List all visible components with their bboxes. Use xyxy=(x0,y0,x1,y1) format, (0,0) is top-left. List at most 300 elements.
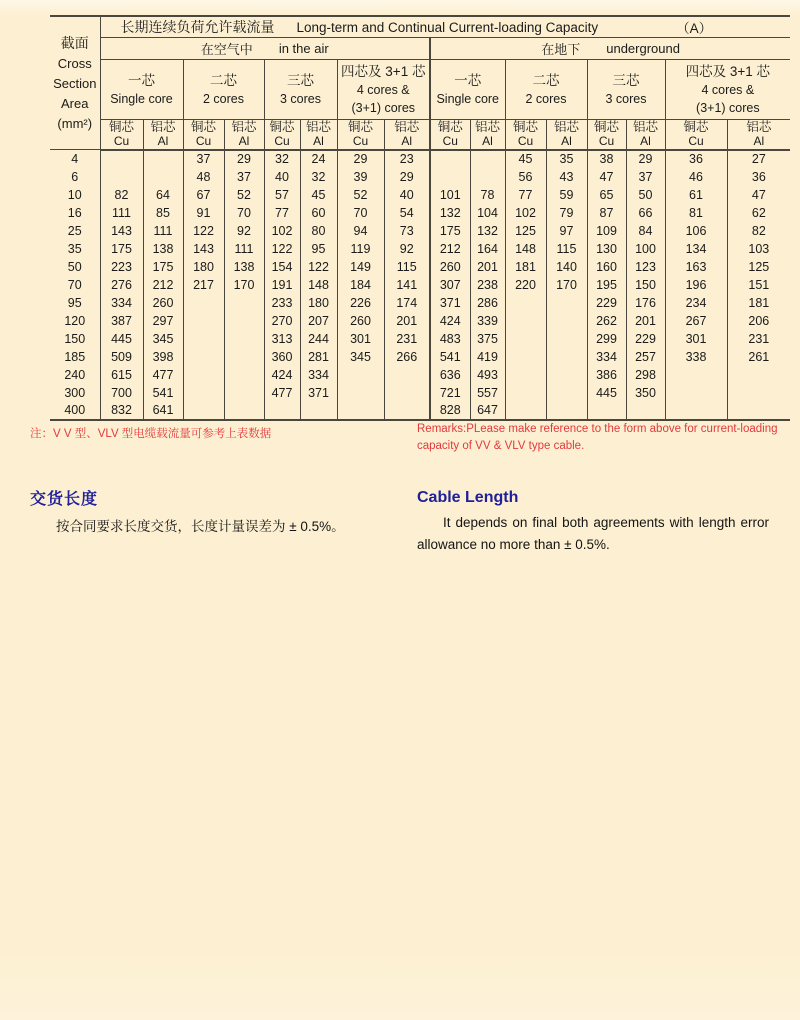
value-cell xyxy=(505,312,546,330)
core-group-header xyxy=(100,60,183,120)
value-cell xyxy=(505,294,546,312)
core-group-zh: 三芯 xyxy=(287,73,314,88)
core-group-header xyxy=(183,60,264,120)
env-label-en: in the air xyxy=(278,41,329,56)
value-cell: 102 xyxy=(264,222,300,240)
value-cell: 398 xyxy=(143,348,183,366)
value-cell: 130 xyxy=(587,240,626,258)
core-group-header xyxy=(430,60,505,120)
value-cell: 226 xyxy=(337,294,384,312)
corner-label-zh: 截面 xyxy=(60,34,89,51)
value-cell: 138 xyxy=(224,258,264,276)
material-header-cu xyxy=(665,120,727,150)
material-zh: 铜芯 xyxy=(512,120,538,135)
value-cell: 260 xyxy=(337,312,384,330)
value-cell: 163 xyxy=(665,258,727,276)
core-group-zh: 一芯 xyxy=(128,73,155,88)
area-cell: 150 xyxy=(64,331,86,346)
value-cell xyxy=(183,294,224,312)
value-cell: 81 xyxy=(665,204,727,222)
value-cell: 111 xyxy=(100,204,143,222)
value-cell: 32 xyxy=(264,150,300,168)
material-en: Cu xyxy=(442,134,458,149)
value-cell: 119 xyxy=(337,240,384,258)
current-capacity-table xyxy=(50,15,790,421)
value-cell: 170 xyxy=(546,276,587,294)
title-zh: 长期连续负荷允许载流量 xyxy=(120,19,275,35)
value-cell: 371 xyxy=(300,384,337,402)
value-cell xyxy=(337,366,384,384)
value-cell xyxy=(143,168,183,186)
value-cell: 257 xyxy=(626,348,665,366)
value-cell: 57 xyxy=(264,186,300,204)
material-en: Cu xyxy=(517,134,534,149)
value-cell: 196 xyxy=(665,276,727,294)
value-cell: 175 xyxy=(100,240,143,258)
value-cell: 201 xyxy=(626,312,665,330)
value-cell: 80 xyxy=(300,222,337,240)
value-cell: 122 xyxy=(183,222,224,240)
value-cell: 97 xyxy=(546,222,587,240)
material-header-cu xyxy=(587,120,626,150)
value-cell: 29 xyxy=(224,150,264,168)
value-cell: 151 xyxy=(727,276,790,294)
value-cell: 43 xyxy=(546,168,587,186)
note-en: Remarks:PLease make reference to the form above for current-loading capacity of VV & VLV type cable. xyxy=(417,423,778,452)
material-en: Cu xyxy=(195,134,212,149)
material-header-al xyxy=(143,120,183,150)
value-cell: 66 xyxy=(626,204,665,222)
value-cell: 56 xyxy=(505,168,546,186)
value-cell: 360 xyxy=(264,348,300,366)
core-group-header xyxy=(665,60,790,120)
value-cell: 339 xyxy=(470,312,505,330)
value-cell: 36 xyxy=(727,168,790,186)
value-cell: 260 xyxy=(430,258,470,276)
value-cell: 334 xyxy=(300,366,337,384)
value-cell: 828 xyxy=(430,402,470,420)
value-cell: 267 xyxy=(665,312,727,330)
value-cell: 483 xyxy=(430,330,470,348)
table-row xyxy=(50,186,790,204)
value-cell: 301 xyxy=(337,330,384,348)
core-group-en: 3 cores xyxy=(280,92,321,106)
value-cell: 191 xyxy=(264,276,300,294)
value-cell: 206 xyxy=(727,312,790,330)
value-cell xyxy=(546,294,587,312)
value-cell: 493 xyxy=(470,366,505,384)
value-cell: 270 xyxy=(264,312,300,330)
value-cell: 195 xyxy=(587,276,626,294)
value-cell: 134 xyxy=(665,240,727,258)
value-cell: 54 xyxy=(384,204,430,222)
table-row xyxy=(50,294,790,312)
table-row xyxy=(50,366,790,384)
table-row xyxy=(50,312,790,330)
value-cell: 181 xyxy=(727,294,790,312)
value-cell: 299 xyxy=(587,330,626,348)
value-cell xyxy=(665,384,727,402)
value-cell: 143 xyxy=(100,222,143,240)
material-en: Al xyxy=(238,134,250,149)
material-zh: 铝芯 xyxy=(632,120,658,135)
area-cell: 120 xyxy=(64,313,86,328)
material-header-al xyxy=(626,120,665,150)
note-zh: 注：V V 型、VLV 型电缆载流量可参考上表数据 xyxy=(30,428,272,440)
value-cell: 103 xyxy=(727,240,790,258)
value-cell xyxy=(384,384,430,402)
value-cell: 67 xyxy=(183,186,224,204)
value-cell: 184 xyxy=(337,276,384,294)
value-cell xyxy=(183,330,224,348)
value-cell: 111 xyxy=(224,240,264,258)
material-header-cu xyxy=(264,120,300,150)
value-cell xyxy=(505,384,546,402)
material-en: Al xyxy=(313,134,324,149)
value-cell: 77 xyxy=(264,204,300,222)
core-group-en: 2 cores xyxy=(525,92,567,106)
value-cell: 262 xyxy=(587,312,626,330)
value-cell: 40 xyxy=(264,168,300,186)
value-cell: 207 xyxy=(300,312,337,330)
value-cell xyxy=(505,402,546,420)
area-cell: 25 xyxy=(67,223,82,238)
value-cell xyxy=(183,366,224,384)
value-cell xyxy=(505,366,546,384)
value-cell: 36 xyxy=(665,150,727,168)
value-cell: 35 xyxy=(546,150,587,168)
value-cell: 176 xyxy=(626,294,665,312)
corner-label-en: Area xyxy=(61,95,89,111)
value-cell: 160 xyxy=(587,258,626,276)
value-cell xyxy=(546,348,587,366)
value-cell: 148 xyxy=(505,240,546,258)
value-cell: 201 xyxy=(470,258,505,276)
material-en: Al xyxy=(753,134,765,149)
corner-unit: (mm²) xyxy=(57,115,93,131)
core-group-en: 4 cores & xyxy=(356,83,410,97)
value-cell: 636 xyxy=(430,366,470,384)
value-cell: 123 xyxy=(626,258,665,276)
env-label-zh: 在空气中 xyxy=(200,42,253,57)
material-en: Al xyxy=(640,134,651,149)
core-group-en: 2 cores xyxy=(203,92,244,106)
table-row xyxy=(50,222,790,240)
value-cell: 170 xyxy=(224,276,264,294)
value-cell: 70 xyxy=(337,204,384,222)
material-zh: 铝芯 xyxy=(305,120,331,135)
value-cell xyxy=(430,168,470,186)
material-en: Cu xyxy=(598,134,615,149)
area-cell: 185 xyxy=(64,349,86,364)
value-cell: 60 xyxy=(300,204,337,222)
core-group-zh: 二芯 xyxy=(210,73,237,88)
value-cell: 29 xyxy=(337,150,384,168)
value-cell xyxy=(224,384,264,402)
value-cell: 37 xyxy=(224,168,264,186)
core-group-zh: 二芯 xyxy=(532,73,560,88)
area-cell: 300 xyxy=(64,385,86,400)
value-cell: 220 xyxy=(505,276,546,294)
value-cell: 298 xyxy=(626,366,665,384)
value-cell xyxy=(183,384,224,402)
env-header-underground xyxy=(430,38,790,60)
material-zh: 铜芯 xyxy=(269,120,295,135)
core-group-en: (3+1) cores xyxy=(696,101,760,115)
value-cell: 286 xyxy=(470,294,505,312)
table-row xyxy=(50,348,790,366)
value-cell: 301 xyxy=(665,330,727,348)
value-cell: 154 xyxy=(264,258,300,276)
material-header-al xyxy=(224,120,264,150)
material-en: Al xyxy=(561,134,572,149)
value-cell: 40 xyxy=(384,186,430,204)
material-header-cu xyxy=(430,120,470,150)
value-cell: 371 xyxy=(430,294,470,312)
material-zh: 铜芯 xyxy=(190,120,216,135)
material-zh: 铜芯 xyxy=(437,120,463,135)
value-cell xyxy=(665,366,727,384)
value-cell: 70 xyxy=(224,204,264,222)
material-en: Cu xyxy=(113,134,130,149)
value-cell xyxy=(727,366,790,384)
value-cell: 48 xyxy=(183,168,224,186)
value-cell: 424 xyxy=(264,366,300,384)
value-cell: 281 xyxy=(300,348,337,366)
value-cell: 148 xyxy=(300,276,337,294)
section-body-zh: 按合同要求长度交货，长度计量误差为 ± 0.5%。 xyxy=(56,519,345,534)
core-group-header xyxy=(264,60,337,120)
current-capacity-table-wrap xyxy=(50,15,790,421)
value-cell: 175 xyxy=(430,222,470,240)
table-title-text xyxy=(101,17,791,37)
material-zh: 铜芯 xyxy=(683,120,709,135)
material-header-al xyxy=(384,120,430,150)
value-cell: 23 xyxy=(384,150,430,168)
value-cell: 79 xyxy=(546,204,587,222)
value-cell: 47 xyxy=(587,168,626,186)
value-cell xyxy=(224,348,264,366)
value-cell: 37 xyxy=(183,150,224,168)
value-cell xyxy=(224,330,264,348)
value-cell: 45 xyxy=(300,186,337,204)
value-cell: 46 xyxy=(665,168,727,186)
area-cell: 240 xyxy=(64,367,86,382)
material-zh: 铝芯 xyxy=(231,120,257,135)
value-cell: 700 xyxy=(100,384,143,402)
value-cell: 47 xyxy=(727,186,790,204)
value-cell: 233 xyxy=(264,294,300,312)
value-cell: 212 xyxy=(143,276,183,294)
value-cell: 350 xyxy=(626,384,665,402)
value-cell: 386 xyxy=(587,366,626,384)
value-cell: 29 xyxy=(384,168,430,186)
value-cell xyxy=(337,384,384,402)
area-cell: 16 xyxy=(67,205,82,220)
material-header-cu xyxy=(505,120,546,150)
env-label-en: underground xyxy=(606,41,680,56)
material-en: Cu xyxy=(688,134,704,149)
value-cell: 387 xyxy=(100,312,143,330)
value-cell: 122 xyxy=(264,240,300,258)
value-cell: 212 xyxy=(430,240,470,258)
value-cell: 307 xyxy=(430,276,470,294)
value-cell: 141 xyxy=(384,276,430,294)
material-zh: 铜芯 xyxy=(347,120,373,135)
value-cell xyxy=(384,402,430,420)
table-title xyxy=(100,16,790,38)
value-cell: 92 xyxy=(224,222,264,240)
area-cell: 70 xyxy=(67,277,82,292)
value-cell xyxy=(546,384,587,402)
value-cell: 125 xyxy=(505,222,546,240)
value-cell: 234 xyxy=(665,294,727,312)
value-cell xyxy=(264,402,300,420)
value-cell: 115 xyxy=(546,240,587,258)
value-cell xyxy=(546,330,587,348)
material-zh: 铜芯 xyxy=(108,120,134,135)
cross-section-header xyxy=(50,16,100,150)
value-cell: 109 xyxy=(587,222,626,240)
core-group-en: (3+1) cores xyxy=(351,101,416,115)
value-cell: 541 xyxy=(430,348,470,366)
value-cell: 37 xyxy=(626,168,665,186)
title-unit: （A） xyxy=(676,21,713,36)
value-cell xyxy=(470,168,505,186)
value-cell xyxy=(626,402,665,420)
value-cell xyxy=(727,402,790,420)
material-header-cu xyxy=(337,120,384,150)
table-row xyxy=(50,276,790,294)
value-cell: 266 xyxy=(384,348,430,366)
value-cell xyxy=(587,402,626,420)
value-cell: 641 xyxy=(143,402,183,420)
value-cell: 82 xyxy=(727,222,790,240)
value-cell: 445 xyxy=(587,384,626,402)
value-cell xyxy=(430,150,470,168)
value-cell: 24 xyxy=(300,150,337,168)
value-cell xyxy=(100,168,143,186)
value-cell xyxy=(337,402,384,420)
value-cell xyxy=(665,402,727,420)
material-header-cu xyxy=(183,120,224,150)
value-cell: 647 xyxy=(470,402,505,420)
value-cell: 32 xyxy=(300,168,337,186)
value-cell: 52 xyxy=(224,186,264,204)
value-cell: 45 xyxy=(505,150,546,168)
value-cell xyxy=(143,150,183,168)
value-cell: 59 xyxy=(546,186,587,204)
value-cell xyxy=(470,150,505,168)
value-cell: 73 xyxy=(384,222,430,240)
value-cell xyxy=(100,150,143,168)
value-cell: 111 xyxy=(143,222,183,240)
value-cell: 261 xyxy=(727,348,790,366)
value-cell: 65 xyxy=(587,186,626,204)
value-cell: 223 xyxy=(100,258,143,276)
material-en: Al xyxy=(157,134,169,149)
material-zh: 铜芯 xyxy=(593,120,619,135)
value-cell: 276 xyxy=(100,276,143,294)
corner-label-en: Cross xyxy=(57,55,92,71)
core-group-header xyxy=(505,60,587,120)
value-cell xyxy=(224,294,264,312)
env-header-air xyxy=(100,38,430,60)
value-cell: 82 xyxy=(100,186,143,204)
value-cell xyxy=(224,312,264,330)
value-cell: 334 xyxy=(100,294,143,312)
material-zh: 铝芯 xyxy=(746,120,772,135)
core-group-zh: 三芯 xyxy=(612,73,640,88)
section-heading-en: Cable Length xyxy=(417,489,519,506)
value-cell xyxy=(224,402,264,420)
value-cell: 27 xyxy=(727,150,790,168)
value-cell: 125 xyxy=(727,258,790,276)
value-cell: 174 xyxy=(384,294,430,312)
title-en: Long-term and Continual Current-loading Capacity xyxy=(296,20,599,35)
value-cell: 95 xyxy=(300,240,337,258)
table-row xyxy=(50,168,790,186)
value-cell: 62 xyxy=(727,204,790,222)
core-group-header xyxy=(337,60,430,120)
value-cell: 615 xyxy=(100,366,143,384)
core-group-zh: 四芯及 3+1 芯 xyxy=(685,64,771,79)
table-row xyxy=(50,384,790,402)
value-cell: 180 xyxy=(300,294,337,312)
value-cell xyxy=(224,366,264,384)
material-zh: 铝芯 xyxy=(394,120,420,135)
material-en: Cu xyxy=(274,134,290,149)
value-cell: 334 xyxy=(587,348,626,366)
value-cell: 229 xyxy=(587,294,626,312)
area-cell: 95 xyxy=(67,295,82,310)
value-cell: 477 xyxy=(264,384,300,402)
corner-label-en: Section xyxy=(53,75,97,91)
value-cell xyxy=(546,366,587,384)
value-cell: 557 xyxy=(470,384,505,402)
material-header-cu xyxy=(100,120,143,150)
value-cell: 244 xyxy=(300,330,337,348)
table-row xyxy=(50,240,790,258)
value-cell: 38 xyxy=(587,150,626,168)
value-cell: 832 xyxy=(100,402,143,420)
value-cell: 106 xyxy=(665,222,727,240)
area-cell: 35 xyxy=(67,241,82,256)
value-cell: 92 xyxy=(384,240,430,258)
value-cell: 132 xyxy=(470,222,505,240)
table-row xyxy=(50,330,790,348)
value-cell: 260 xyxy=(143,294,183,312)
value-cell: 61 xyxy=(665,186,727,204)
value-cell xyxy=(183,348,224,366)
value-cell: 101 xyxy=(430,186,470,204)
area-cell: 50 xyxy=(67,259,82,274)
material-zh: 铝芯 xyxy=(150,120,176,135)
table-row xyxy=(50,258,790,276)
value-cell: 104 xyxy=(470,204,505,222)
env-label-zh: 在地下 xyxy=(541,42,581,57)
value-cell: 91 xyxy=(183,204,224,222)
value-cell xyxy=(505,330,546,348)
value-cell: 150 xyxy=(626,276,665,294)
value-cell: 217 xyxy=(183,276,224,294)
value-cell: 231 xyxy=(727,330,790,348)
value-cell: 140 xyxy=(546,258,587,276)
value-cell: 102 xyxy=(505,204,546,222)
core-group-en: Single core xyxy=(110,92,173,106)
material-header-al xyxy=(727,120,790,150)
value-cell: 164 xyxy=(470,240,505,258)
